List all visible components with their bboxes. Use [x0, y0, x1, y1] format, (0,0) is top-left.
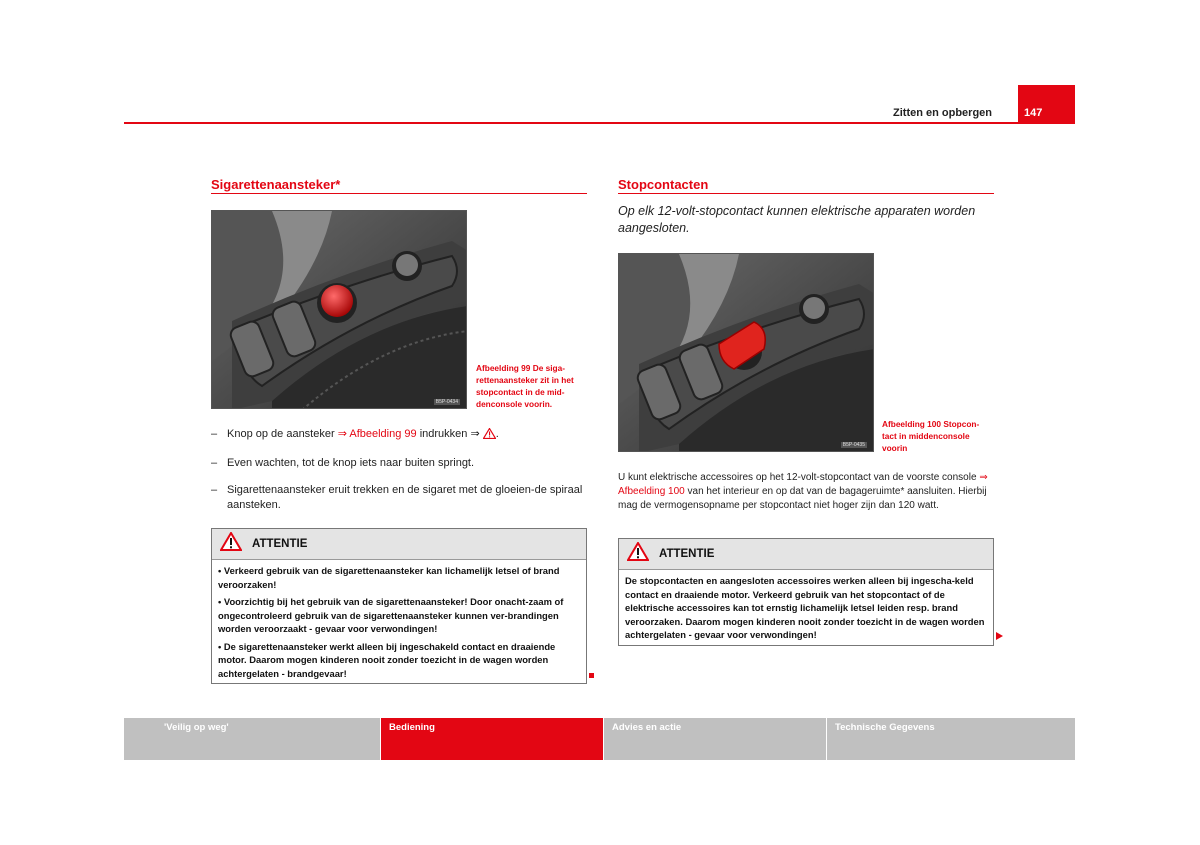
footer-tab-advies[interactable]: Advies en actie: [604, 718, 826, 760]
warning-body: [619, 570, 993, 650]
step-text: indrukken ⇒: [416, 428, 483, 440]
figure-caption-99: Afbeelding 99 De siga-rettenaansteker zit in het stopcontact in de mid-denconsole voorin.: [476, 363, 574, 409]
warning-icon: [483, 428, 496, 444]
warning-triangle-icon: [220, 532, 242, 556]
header-rule: [124, 122, 1020, 124]
footer-tab-technische[interactable]: Technische Gegevens: [827, 718, 1075, 760]
figure-link[interactable]: ⇒ Afbeelding 99: [337, 428, 417, 440]
list-item: – Sigarettenaansteker eruit trekken en de sigaret met de gloeien-de spiraal aansteken.: [211, 484, 583, 511]
warning-header: [619, 539, 993, 570]
warning-item: • De sigarettenaansteker werkt alleen bij ingeschakeld contact en draaiende motor. Daarom mogen kinderen nooit zonder toezicht in de wagen worden achtergelaten - brandgevaar!: [218, 640, 556, 679]
warning-header: [212, 529, 586, 560]
warning-item: De stopcontacten en aangesloten accessoires werken alleen bij ingescha-keld contact en draaiende motor. Verkeerd gebruik van het stopcontact of de elektrische accessoires kan tot ernstig lichamelijk letsel leiden resp. brand veroorzaken. Daarom mogen kinderen nooit zonder toezicht in de wagen worden achtergelaten - gevaar voor verwondingen!: [625, 575, 985, 640]
warning-triangle-icon: [627, 542, 649, 566]
section-end-marker: [589, 673, 594, 678]
socket-photo: [618, 253, 874, 452]
list-item: – Even wachten, tot de knop iets naar buiten springt.: [211, 457, 475, 469]
step-text: Sigarettenaansteker eruit trekken en de sigaret met de gloeien-de spiraal aansteken.: [227, 484, 583, 511]
warning-body: [212, 560, 586, 688]
footer-tab-bediening[interactable]: Bediening: [381, 718, 603, 760]
warning-box-lighter: [211, 528, 587, 684]
body-text: U kunt elektrische accessoires op het 12-volt-stopcontact van de voorste console: [618, 472, 980, 483]
continue-arrow-icon: [996, 632, 1003, 640]
warning-item: • Verkeerd gebruik van de sigarettenaansteker kan lichamelijk letsel of brand veroorzaken!: [218, 565, 560, 590]
section-heading-sockets: Stopcontacten: [618, 177, 709, 192]
figure-caption-100: Afbeelding 100 Stopcon-tact in middenconsole voorin: [882, 419, 980, 453]
chapter-title: Zitten en opbergen: [893, 107, 992, 119]
warning-title: ATTENTIE: [659, 548, 715, 560]
warning-item: • Voorzichtig bij het gebruik van de sigarettenaansteker! Door onacht-zaam of ongecontroleerd gebruik van de sigarettenaansteker kunnen ver-brandingen worden veroorzaakt - gevaar voor verwondingen!: [218, 596, 564, 634]
section-heading-lighter: Sigarettenaansteker*: [211, 177, 341, 192]
steps-list: [211, 427, 587, 525]
step-text: Even wachten, tot de knop iets naar buiten springt.: [227, 457, 475, 469]
photo-code: B5P-0434: [435, 399, 458, 405]
page-number: 147: [1018, 85, 1075, 124]
body-text: van het interieur en op dat van de bagageruimte* aansluiten. Hierbij mag de vermogensopname per stopcontact niet hoger zijn dan 120 watt.: [618, 486, 987, 511]
sockets-body-text: [618, 471, 994, 513]
photo-code: B5P-0435: [842, 442, 865, 448]
section-rule: [618, 193, 994, 194]
section-lead: Op elk 12-volt-stopcontact kunnen elektrische apparaten worden aangesloten.: [618, 204, 976, 235]
list-item: – Knop op de aansteker ⇒ Afbeelding 99 indrukken ⇒ .: [211, 427, 587, 444]
figure-link[interactable]: ⇒ Afbeelding 100: [618, 472, 988, 497]
warning-title: ATTENTIE: [252, 538, 308, 550]
lighter-photo: [211, 210, 467, 409]
section-rule: [211, 193, 587, 194]
step-text: Knop op de aansteker: [227, 428, 338, 440]
footer-tab-veilig[interactable]: 'Veilig op weg': [124, 718, 380, 760]
warning-box-sockets: [618, 538, 994, 646]
